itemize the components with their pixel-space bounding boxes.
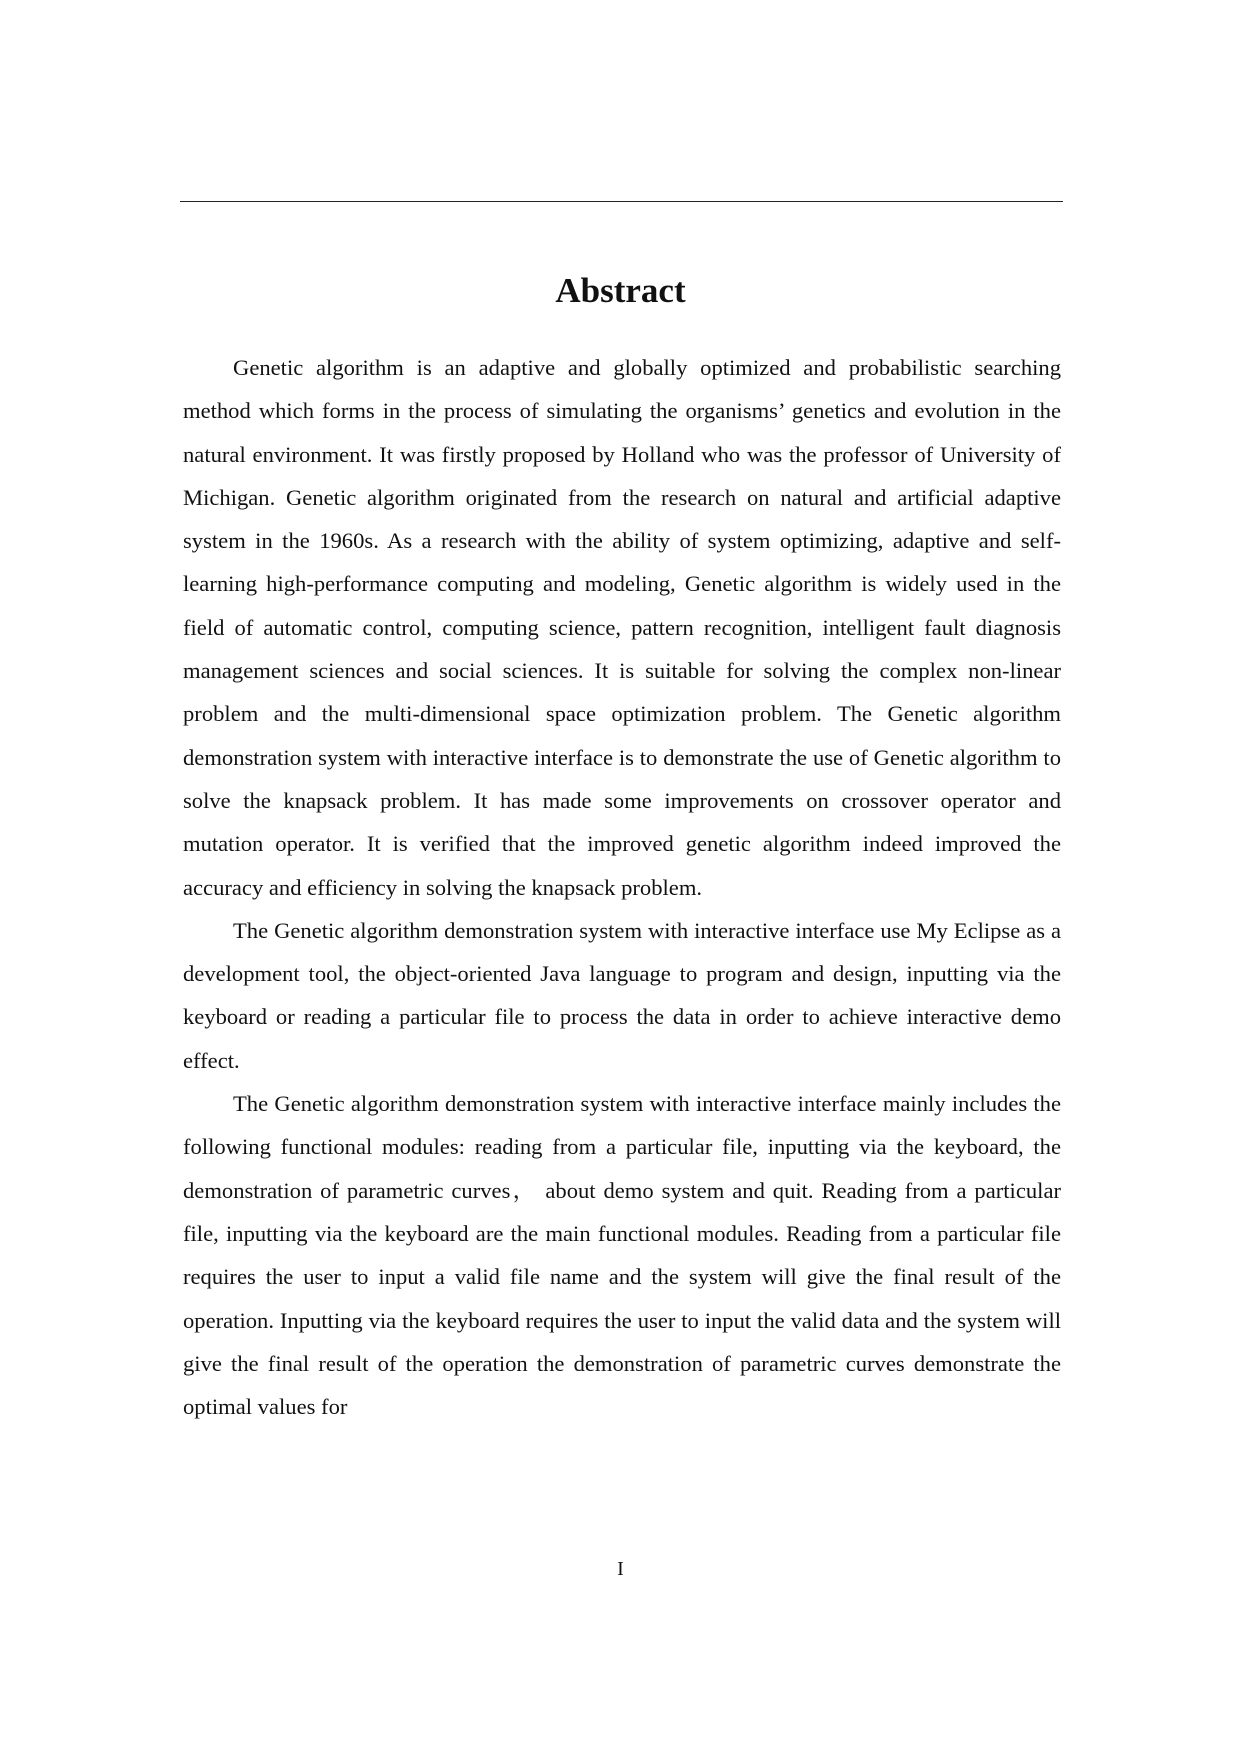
header-rule [180,201,1063,202]
page-number: I [617,1558,624,1580]
abstract-body [183,346,1061,1428]
abstract-paragraph-3: The Genetic algorithm demonstration system with interactive interface mainly includes the following functional modules: reading from a particular file, inputting via the keyboard, the demonstration of parametric curves， about demo system and quit. Reading from a particular file, inputting via the keyboard are the main functional modules. Reading from a particular file requires the user to input a valid file name and the system will give the final result of the operation. Inputting via the keyboard requires the user to input the valid data and the system will give the final result of the operation the demonstration of parametric curves demonstrate the optimal values for [183,1091,1061,1420]
page-title: Abstract [555,271,686,310]
abstract-paragraph-1: Genetic algorithm is an adaptive and globally optimized and probabilistic searching method which forms in the process of simulating the organisms’ genetics and evolution in the natural environment. It was firstly proposed by Holland who was the professor of University of Michigan. Genetic algorithm originated from the research on natural and artificial adaptive system in the 1960s. As a research with the ability of system optimizing, adaptive and self-learning high-performance computing and modeling, Genetic algorithm is widely used in the field of automatic control, computing science, pattern recognition, intelligent fault diagnosis management sciences and social sciences. It is suitable for solving the complex non-linear problem and the multi-dimensional space optimization problem. The Genetic algorithm demonstration system with interactive interface is to demonstrate the use of Genetic algorithm to solve the knapsack problem. It has made some improvements on crossover operator and mutation operator. It is verified that the improved genetic algorithm indeed improved the accuracy and efficiency in solving the knapsack problem. [183,355,1061,900]
abstract-paragraph-2: The Genetic algorithm demonstration system with interactive interface use My Eclipse as a development tool, the object-oriented Java language to program and design, inputting via the keyboard or reading a particular file to process the data in order to achieve interactive demo effect. [183,917,1061,1073]
